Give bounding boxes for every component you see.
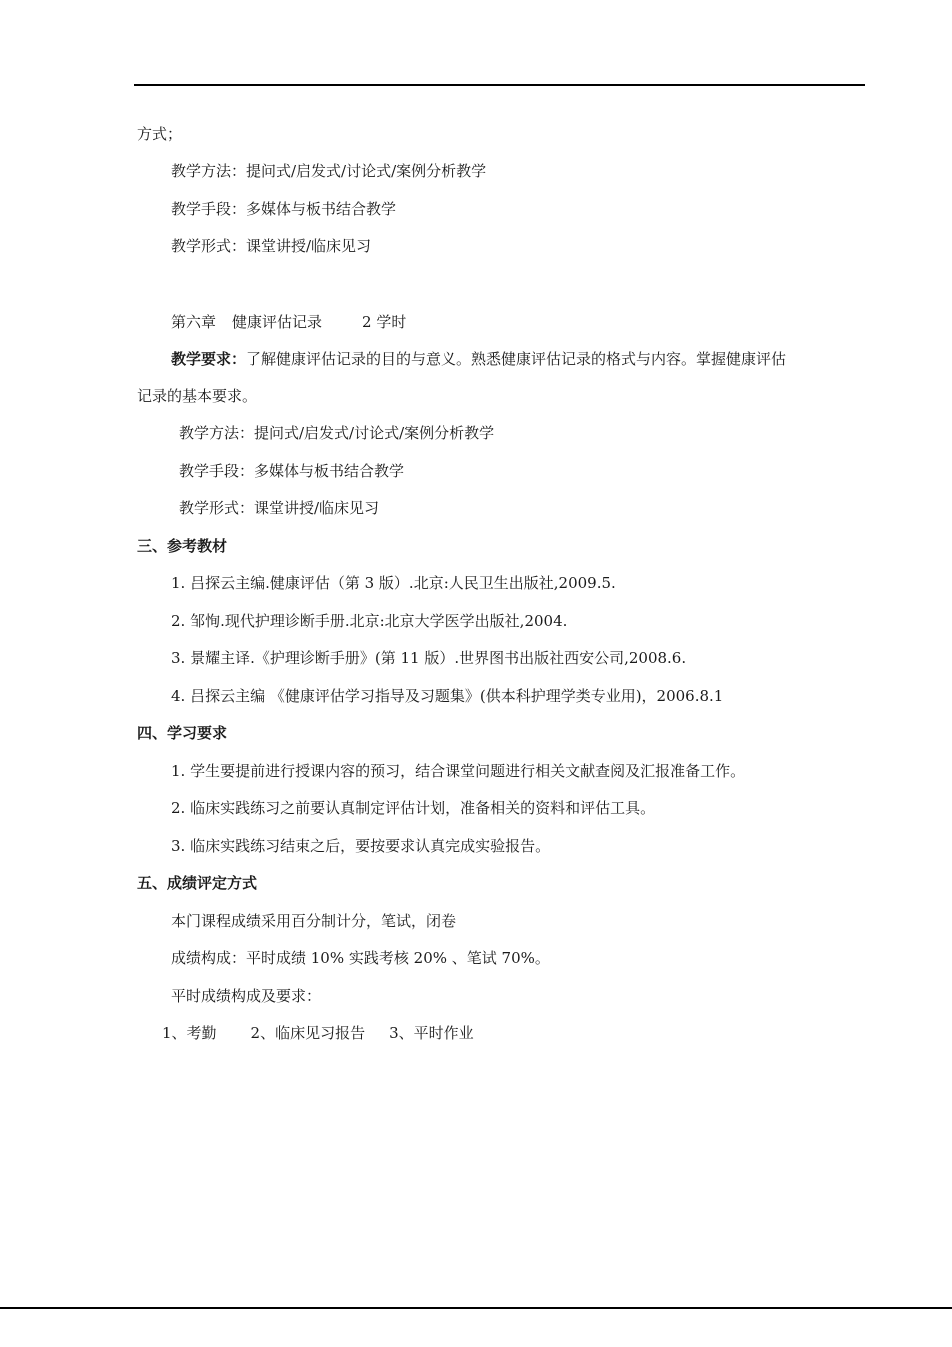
prev-teaching-method: 教学方法：提问式/启发式/讨论式/案例分析教学 [171, 162, 487, 180]
chapter-hours: 2 学时 [362, 313, 407, 331]
reference-item: 4. 吕探云主编 《健康评估学习指导及习题集》(供本科护理学类专业用)，2006.8.1 [171, 687, 724, 705]
chapter-heading [171, 312, 406, 332]
grading-item-attendance: 1、考勤 [162, 1024, 217, 1042]
chapter-number: 第六章 [171, 313, 217, 331]
prev-teaching-form: 教学形式：课堂讲授/临床见习 [171, 237, 372, 255]
grading-method: 本门课程成绩采用百分制计分，笔试，闭卷 [171, 912, 457, 930]
ch6-teaching-form: 教学形式：课堂讲授/临床见习 [179, 499, 380, 517]
prev-teaching-means: 教学手段：多媒体与板书结合教学 [171, 200, 397, 218]
reference-item: 2. 邹恂.现代护理诊断手册.北京:北京大学医学出版社,2004. [171, 612, 568, 630]
footer-rule [0, 1307, 952, 1309]
teaching-requirement [171, 349, 786, 369]
teaching-requirement-continued: 记录的基本要求。 [137, 387, 258, 405]
grading-usual-composition: 平时成绩构成及要求： [171, 987, 322, 1005]
ch6-teaching-method: 教学方法：提问式/启发式/讨论式/案例分析教学 [179, 424, 495, 442]
study-heading: 四、学习要求 [137, 724, 228, 742]
reference-item: 3. 景耀主译.《护理诊断手册》(第 11 版）.世界图书出版社西安公司,2008.6. [171, 649, 687, 667]
chapter-title: 健康评估记录 [232, 313, 323, 331]
header-rule [134, 84, 865, 86]
teaching-requirement-label: 教学要求： [171, 350, 247, 368]
ch6-teaching-means: 教学手段：多媒体与板书结合教学 [179, 462, 405, 480]
continuation-text: 方式； [137, 125, 183, 143]
study-item: 1. 学生要提前进行授课内容的预习，结合课堂问题进行相关文献查阅及汇报准备工作。 [171, 762, 746, 780]
grading-heading: 五、成绩评定方式 [137, 874, 258, 892]
teaching-requirement-text: 了解健康评估记录的目的与意义。熟悉健康评估记录的格式与内容。掌握健康评估 [246, 350, 787, 368]
grading-item-report: 2、临床见习报告 [250, 1024, 366, 1042]
grading-item-homework: 3、平时作业 [389, 1024, 474, 1042]
reference-item: 1. 吕探云主编.健康评估（第 3 版）.北京:人民卫生出版社,2009.5. [171, 574, 616, 592]
grading-usual-items [162, 1023, 474, 1043]
study-item: 3. 临床实践练习结束之后，要按要求认真完成实验报告。 [171, 837, 551, 855]
study-item: 2. 临床实践练习之前要认真制定评估计划，准备相关的资料和评估工具。 [171, 799, 656, 817]
grading-composition: 成绩构成：平时成绩 10% 实践考核 20% 、笔试 70%。 [171, 949, 550, 967]
references-heading: 三、参考教材 [137, 537, 228, 555]
